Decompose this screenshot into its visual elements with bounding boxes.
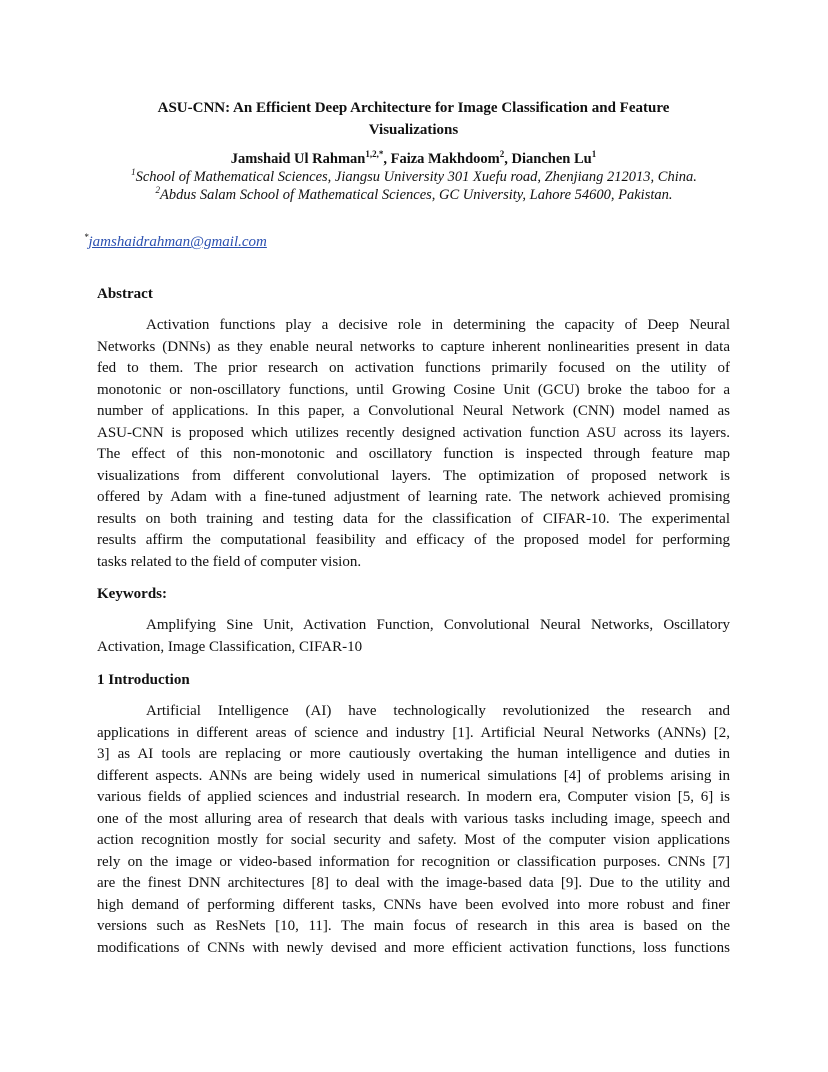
text-line: various fields of applied sciences and industrial research. In modern era, Computer vision [5, 6] is [97,789,730,805]
text-line: tasks related to the field of computer vision. [97,553,362,570]
introduction-paragraph [97,701,730,959]
text-line: high demand of performing different tasks, CNNs have been evolved into more robust and finer [97,896,730,913]
text-line: action recognition mostly for social security and safety. Most of the computer vision applications [97,832,730,848]
corresponding-marker: * [84,232,89,242]
paper-title-line: Visualizations [368,122,459,138]
paper-title [97,97,730,141]
email-link[interactable]: jamshaidrahman@gmail.com [88,234,267,250]
text-line: modifications of CNNs with newly devised and more efficient activation functions, loss functions [97,939,730,956]
text-line: applications in different areas of science and industry [1]. Artificial Neural Networks (ANNs) [2, [97,724,730,741]
author-affiliation-marker: 1,2,* [365,149,384,159]
section-heading-introduction: 1 Introduction [97,672,190,688]
text-line: versions such as ResNets [10, 11]. The main focus of research in this area is based on the [97,918,730,934]
text-line: Networks (DNNs) as they enable neural networks to capture inherent nonlinearities present in data [97,338,730,355]
keywords-paragraph [97,615,730,658]
text-line: visualizations from different convolutional layers. The optimization of proposed network is [97,467,730,484]
abstract-paragraph [97,315,730,573]
corresponding-email [84,232,267,252]
text-line: rely on the image or video-based information for recognition or classification purposes. CNNs [7] [97,853,730,870]
affiliation-text: Abdus Salam School of Mathematical Sciences, GC University, Lahore 54600, Pakistan. [159,187,673,203]
text-line: one of the most alluring area of research that deals with various tasks including image, speech and [97,810,730,827]
text-line: Activation, Image Classification, CIFAR-10 [97,638,363,655]
author-list [97,150,730,169]
author-name: Jamshaid Ul Rahman [230,151,366,167]
affiliation [60,168,768,187]
text-line: monotonic or non-oscillatory functions, until Growing Cosine Unit (GCU) broke the taboo for a [97,381,730,398]
text-line: fed to them. The prior research on activation functions primarily focused on the utility of [97,360,730,376]
paper-title-line: ASU-CNN: An Efficient Deep Architecture for Image Classification and Feature [157,100,670,116]
text-line: The effect of this non-monotonic and oscillatory function is inspected through feature map [97,446,730,462]
affiliation-marker: 1 [131,167,136,177]
text-line: offered by Adam with a fine-tuned adjustment of learning rate. The network achieved promising [97,489,730,505]
text-line: different aspects. ANNs are being widely used in numerical simulations [4] of problems arising in [97,767,730,784]
affiliation-text: School of Mathematical Sciences, Jiangsu University 301 Xuefu road, Zhenjiang 212013, China. [135,169,697,185]
author-affiliation-marker: 1 [591,149,597,159]
text-line: Amplifying Sine Unit, Activation Function, Convolutional Neural Networks, Oscillatory [146,617,730,633]
text-line: results on both training and testing data for the classification of CIFAR-10. The experimental [97,510,730,527]
text-line: results affirm the computational feasibility and efficacy of the proposed model for performing [97,532,730,548]
abstract-heading: Abstract [97,286,153,302]
affiliation [60,186,768,205]
author-name: Dianchen Lu [511,151,592,167]
author-separator: , [504,151,512,167]
text-line: 3] as AI tools are replacing or more cautiously overtaking the human intelligence and duties in [97,746,730,762]
affiliation-marker: 2 [155,185,160,195]
text-line: number of applications. In this paper, a Convolutional Neural Network (CNN) model named as [97,403,730,419]
author-affiliation-marker: 2 [499,149,505,159]
keywords-heading: Keywords: [97,586,167,602]
author-separator: , [383,151,391,167]
text-line: Artificial Intelligence (AI) have technologically revolutionized the research and [146,703,730,719]
text-line: ASU-CNN is proposed which utilizes recently designed activation function ASU across its layers. [97,424,730,441]
text-line: are the finest DNN architectures [8] to deal with the image-based data [9]. Due to the utility and [97,875,730,891]
author-name: Faiza Makhdoom [390,151,500,167]
text-line: Activation functions play a decisive role in determining the capacity of Deep Neural [146,317,730,333]
